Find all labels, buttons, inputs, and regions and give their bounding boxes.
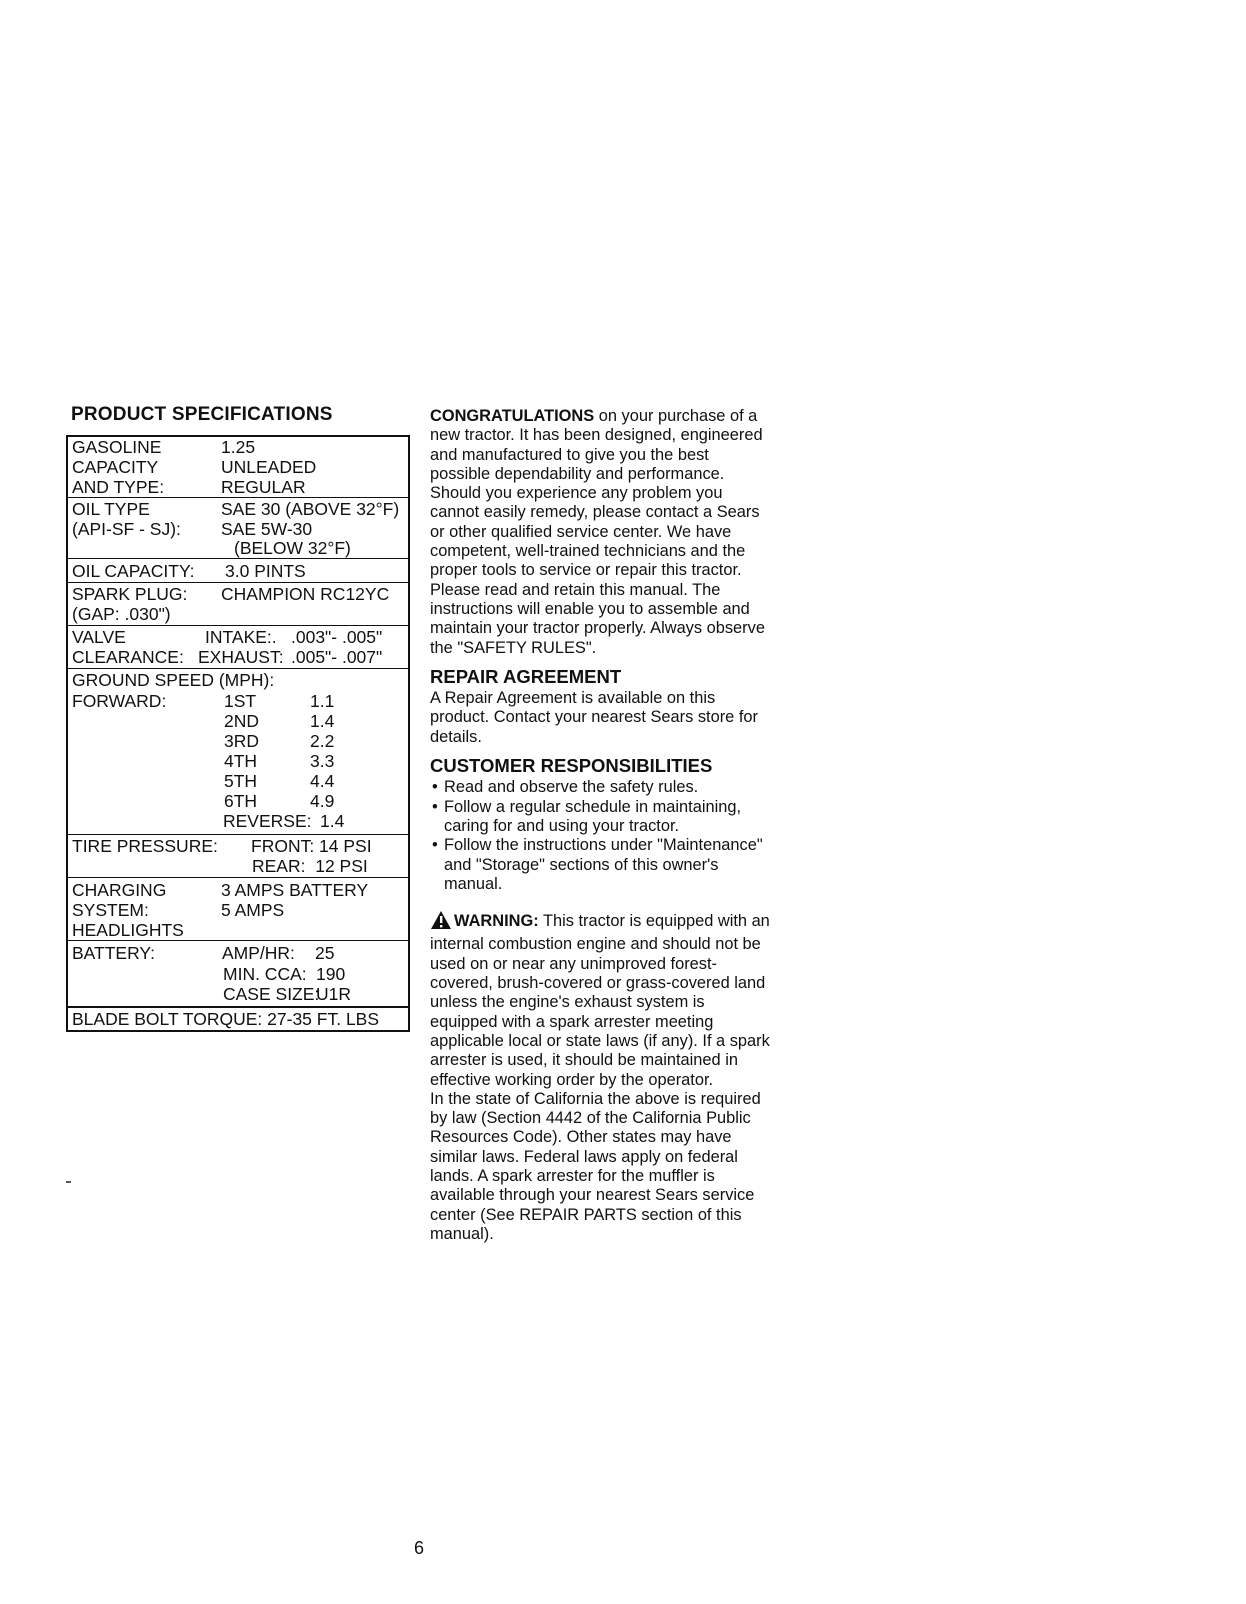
california-paragraph: In the state of California the above is required by law (Section 4442 of the California Public Resources Code). Other states may have similar laws. Federal laws apply on federal lands. A spark arrester for the muffler is available through your nearest Sears service center (See REPAIR PARTS section of this manual). [430,1089,761,1243]
battery-ah-label: AMP/HR: [222,943,295,963]
battery-ah-value: 25 [315,943,335,963]
list-item: • Follow the instructions under "Maintenance" and "Storage" sections of this owner's manual. [430,836,770,894]
blade-torque: BLADE BOLT TORQUE: 27-35 FT. LBS [72,1009,380,1029]
oil-type-label-1: OIL TYPE [72,499,150,519]
responsibility-list [430,778,770,894]
ground-speed-forward-label: FORWARD: [72,691,167,711]
gear-row [222,771,334,791]
gear-name: 6TH [224,791,258,811]
repair-agreement-text: A Repair Agreement is available on this product. Contact your nearest Sears store for details. [430,689,758,746]
gear-speed-table [222,691,334,811]
reverse-label: REVERSE: [223,811,312,831]
spec-row-spark-plug [68,582,408,625]
gear-mph: 2.2 [310,731,335,751]
congrats-text: on your purchase of a new tractor. It has been designed, engineered and manufactured to give you the best possible dependability and performance. [430,407,763,483]
spec-row-gasoline [68,437,408,497]
tire-front-value: FRONT: 14 PSI [251,836,372,856]
valve-intake-value: .003"- .005" [291,627,383,647]
gear-row [222,791,334,811]
spec-row-ground-speed [68,668,408,834]
list-item: • Read and observe the safety rules. [430,778,770,797]
service-paragraph: Should you experience any problem you cannot easily remedy, please contact a Sears or other qualified service center. We have competent, well-trained technicians and the proper tools to service or repair this tractor. [430,484,760,580]
spark-plug-label-2: (GAP: .030") [72,604,171,624]
spec-title: PRODUCT SPECIFICATIONS [71,404,333,425]
gear-mph: 1.4 [310,711,335,731]
gear-mph: 3.3 [310,751,335,771]
gear-name: 5TH [224,771,258,791]
oil-type-value-1: SAE 30 (ABOVE 32°F) [221,499,400,519]
gasoline-value-3: REGULAR [221,477,306,497]
spec-row-tire-pressure [68,834,408,877]
gear-row [222,711,334,731]
spark-plug-value: CHAMPION RC12YC [221,584,390,604]
valve-exhaust-value: .005"- .007" [291,647,383,667]
gear-mph: 1.1 [310,691,335,711]
gear-mph: 4.4 [310,771,335,791]
gear-name: 4TH [224,751,258,771]
repair-agreement-heading: REPAIR AGREEMENT [430,665,622,687]
battery-cca-value: 190 [316,964,346,984]
valve-label-1: VALVE [72,627,126,647]
charging-label-3: HEADLIGHTS [72,920,184,940]
charging-value-2: 5 AMPS [221,900,285,920]
valve-intake-label: INTAKE:. [205,627,277,647]
spark-plug-label-1: SPARK PLUG: [72,584,188,604]
spec-row-oil-capacity [68,558,408,582]
gasoline-label-1: GASOLINE [72,437,162,457]
charging-label-2: SYSTEM: [72,900,149,920]
spec-row-blade-torque [68,1006,408,1030]
gear-name: 1ST [224,691,257,711]
valve-label-2: CLEARANCE: [72,647,184,667]
spec-row-battery [68,940,408,1006]
gasoline-label-2: CAPACITY [72,457,159,477]
warning-paragraph [430,910,770,1090]
gear-row [222,731,334,751]
customer-responsibilities-heading: CUSTOMER RESPONSIBILITIES [430,755,713,777]
oil-capacity-value: 3.0 PINTS [225,561,306,581]
battery-cca-label: MIN. CCA: [223,964,307,984]
battery-label: BATTERY: [72,943,155,963]
retain-paragraph: Please read and retain this manual. The instructions will enable you to assemble and maintain your tractor properly. Always observe the "SAFETY RULES". [430,580,765,657]
oil-type-label-2: (API-SF - SJ): [72,519,181,539]
warning-icon [430,910,452,935]
battery-case-label: CASE SIZE: [223,984,320,1004]
page-number: 6 [414,1538,425,1558]
gear-name: 2ND [224,711,260,731]
margin-mark [66,1181,71,1183]
warning-label: WARNING: [454,912,539,931]
oil-capacity-label: OIL CAPACITY: [72,561,195,581]
gear-row [222,751,334,771]
congrats-heading: CONGRATULATIONS [430,407,595,425]
gasoline-value-2: UNLEADED [221,457,317,477]
valve-exhaust-label: EXHAUST: [198,647,284,667]
gear-mph: 4.9 [310,791,335,811]
tire-rear-value: REAR: 12 PSI [252,856,368,876]
spec-row-valve [68,625,408,668]
gear-row [222,691,334,711]
intro-column [430,407,770,1244]
gear-name: 3RD [224,731,260,751]
spec-row-charging [68,877,408,940]
gasoline-label-3: AND TYPE: [72,477,165,497]
charging-label-1: CHARGING [72,880,167,900]
list-item: • Follow a regular schedule in maintaining, caring for and using your tractor. [430,798,770,837]
reverse-value: 1.4 [320,811,345,831]
ground-speed-heading: GROUND SPEED (MPH): [72,670,275,690]
gasoline-value-1: 1.25 [221,437,256,457]
spec-table [66,435,410,1032]
oil-type-value-2: SAE 5W-30 [221,519,313,539]
charging-value-1: 3 AMPS BATTERY [221,880,369,900]
tire-pressure-label: TIRE PRESSURE: [72,836,218,856]
spec-row-oil-type [68,497,408,558]
oil-type-value-3: (BELOW 32°F) [234,538,351,558]
battery-case-value: U1R [316,984,352,1004]
warning-text: This tractor is equipped with an internal combustion engine and should not be used on or near any unimproved forest-covered, brush-covered or grass-covered land unless the engine's exhaust system is equipped with a spark arrester meeting applicable local or state laws (if any). If a spark arrester is used, it should be maintained in effective working order by the operator. [430,912,770,1089]
congrats-paragraph [430,407,770,484]
